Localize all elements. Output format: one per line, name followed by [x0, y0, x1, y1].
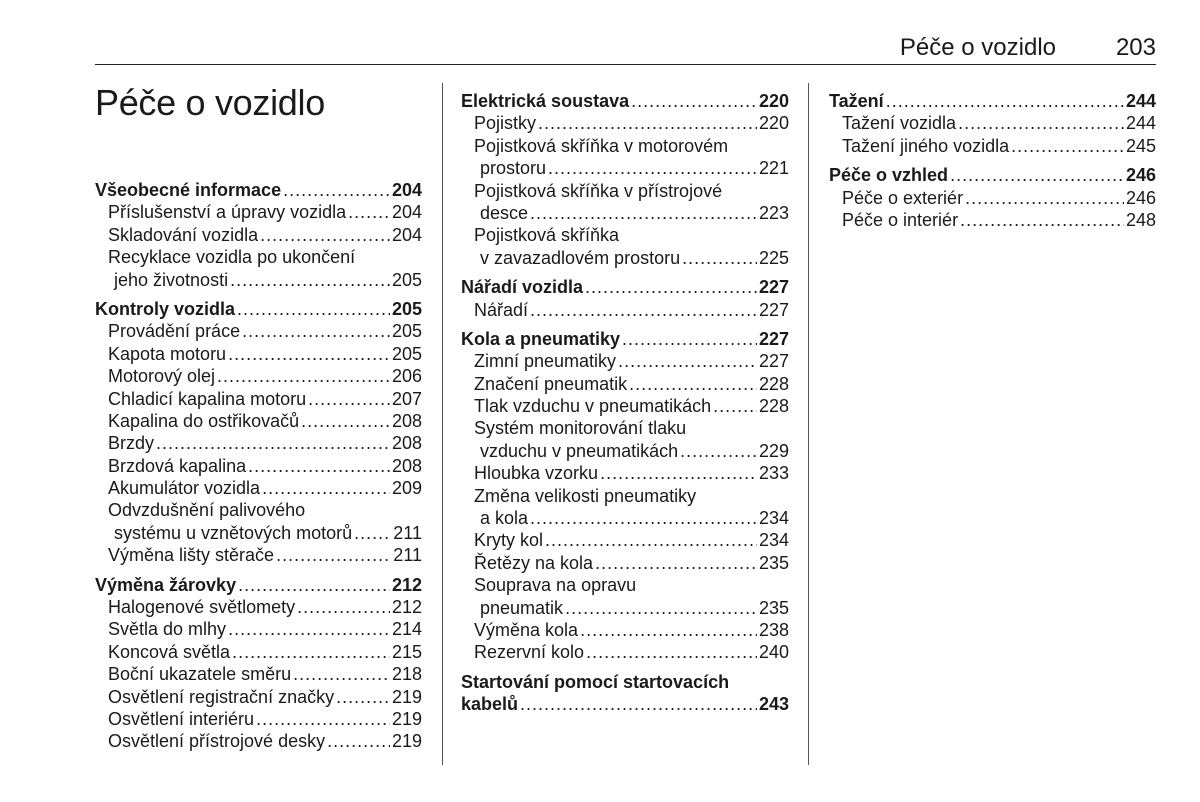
toc-entry-page: 219 [391, 686, 422, 707]
toc-dot-leader [237, 298, 390, 320]
toc-dot-leader [156, 432, 390, 454]
toc-section-entry [829, 90, 1156, 112]
toc-entry-page: 248 [1125, 209, 1156, 230]
toc-dot-leader [530, 507, 757, 529]
toc-entry-page: 208 [391, 433, 422, 454]
header-section-title: Péče o vozidlo [899, 34, 1056, 61]
toc-entry-page: 246 [1125, 187, 1156, 208]
toc-entry-title: Kontroly vozidla [95, 298, 236, 319]
toc-entry-title: Zimní pneumatiky [474, 351, 617, 372]
toc-dot-leader [336, 686, 390, 708]
toc-dot-leader [538, 112, 757, 134]
toc-section-entry [461, 328, 789, 350]
toc-dot-leader [580, 619, 757, 641]
toc-dot-leader [965, 187, 1124, 209]
toc-entry-title: Rezervní kolo [474, 642, 585, 663]
toc-entry-title: kabelů [461, 694, 519, 715]
toc-entry-title: Chladicí kapalina motoru [108, 388, 307, 409]
toc-entry-title: Souprava na opravu [474, 575, 637, 596]
toc-column-1 [95, 179, 422, 753]
toc-dot-leader [585, 276, 757, 298]
toc-entry [461, 417, 789, 439]
toc-entry-title: Osvětlení interiéru [108, 708, 255, 729]
toc-entry-page: 223 [758, 202, 789, 223]
toc-entry [829, 209, 1156, 231]
toc-entry [95, 269, 422, 291]
toc-entry-title: Tlak vzduchu v pneumatikách [474, 396, 712, 417]
toc-dot-leader [886, 90, 1124, 112]
toc-entry-title: Péče o interiér [842, 209, 959, 230]
toc-entry-page: 211 [393, 545, 422, 566]
toc-entry [461, 202, 789, 224]
toc-entry [95, 641, 422, 663]
toc-entry [95, 686, 422, 708]
toc-entry-page: 227 [758, 277, 789, 298]
toc-dot-leader [232, 641, 390, 663]
toc-entry-page: 207 [391, 388, 422, 409]
toc-section-entry [95, 179, 422, 201]
toc-entry-page: 234 [758, 530, 789, 551]
toc-dot-leader [238, 574, 390, 596]
toc-entry-page: 205 [391, 321, 422, 342]
toc-entry-title: Tažení vozidla [842, 113, 957, 134]
toc-entry [95, 320, 422, 342]
toc-entry [461, 299, 789, 321]
toc-dot-leader [618, 350, 757, 372]
toc-dot-leader [242, 320, 390, 342]
toc-entry-title: Péče o exteriér [842, 187, 964, 208]
toc-entry [95, 730, 422, 752]
toc-dot-leader [248, 455, 390, 477]
toc-dot-leader [283, 179, 390, 201]
toc-entry-title: Kapalina do ostřikovačů [108, 410, 300, 431]
toc-entry-page: 227 [758, 328, 789, 349]
toc-entry [95, 477, 422, 499]
toc-entry-title: Všeobecné informace [95, 180, 282, 200]
toc-entry-title: Značení pneumatik [474, 373, 628, 394]
toc-entry-title: Kryty kol [474, 530, 544, 551]
toc-entry-title: Osvětlení přístrojové desky [108, 731, 326, 752]
toc-dot-leader [297, 596, 390, 618]
toc-entry-title: Provádění práce [108, 321, 241, 342]
toc-entry-page: 204 [391, 180, 422, 200]
toc-entry [461, 224, 789, 246]
toc-entry-title: Systém monitorování tlaku [474, 418, 687, 439]
toc-entry [461, 112, 789, 134]
toc-entry-title: Hloubka vzorku [474, 463, 599, 484]
toc-entry [461, 135, 789, 157]
toc-entry-page: 233 [758, 463, 789, 484]
toc-entry-page: 206 [391, 366, 422, 387]
toc-entry [461, 529, 789, 551]
toc-entry-page: 204 [391, 224, 422, 245]
toc-entry [461, 597, 789, 619]
toc-dot-leader [600, 462, 757, 484]
toc-entry-page: 218 [391, 664, 422, 685]
toc-entry-page: 228 [758, 396, 789, 417]
toc-entry-title: a kola [480, 508, 529, 529]
toc-entry [461, 574, 789, 596]
toc-section-entry [461, 90, 789, 112]
toc-entry [461, 485, 789, 507]
toc-entry-title: Elektrická soustava [461, 91, 630, 111]
toc-dot-leader [631, 90, 757, 112]
toc-entry-page: 228 [758, 373, 789, 394]
toc-entry-page: 212 [391, 574, 422, 595]
toc-entry [95, 365, 422, 387]
toc-section-entry [95, 298, 422, 320]
toc-dot-leader [327, 730, 390, 752]
toc-entry [95, 432, 422, 454]
toc-entry [95, 596, 422, 618]
toc-entry-page: 244 [1125, 113, 1156, 134]
toc-entry [95, 522, 422, 544]
toc-dot-leader [680, 440, 757, 462]
toc-entry-page: 215 [391, 641, 422, 662]
toc-entry [461, 440, 789, 462]
toc-entry-page: 208 [391, 410, 422, 431]
toc-entry-page: 246 [1125, 165, 1156, 186]
toc-entry [461, 350, 789, 372]
toc-entry-title: Recyklace vozidla po ukončení [108, 247, 356, 268]
toc-entry-title: Halogenové světlomety [108, 597, 296, 618]
toc-entry-page: 243 [758, 694, 789, 715]
toc-entry-page: 244 [1125, 91, 1156, 111]
toc-entry-page: 219 [391, 708, 422, 729]
toc-entry-title: Motorový olej [108, 366, 216, 387]
toc-entry [461, 373, 789, 395]
toc-entry [461, 507, 789, 529]
toc-dot-leader [276, 544, 391, 566]
toc-entry-page: 227 [758, 299, 789, 320]
toc-entry-title: Skladování vozidla [108, 224, 259, 245]
toc-entry-title: Boční ukazatele směru [108, 664, 292, 685]
toc-dot-leader [548, 157, 757, 179]
toc-entry-page: 205 [391, 343, 422, 364]
toc-entry-title: Péče o vzhled [829, 165, 949, 186]
toc-dot-leader [228, 343, 390, 365]
toc-entry-title: Pojistková skříňka v motorovém [474, 135, 729, 156]
toc-entry-title: Změna velikosti pneumatiky [474, 485, 697, 506]
toc-entry-title: Pojistková skříňka v přístrojové [474, 180, 723, 201]
toc-entry-title: Pojistky [474, 113, 537, 134]
toc-entry [461, 247, 789, 269]
toc-dot-leader [713, 395, 757, 417]
toc-section-entry [461, 693, 789, 715]
toc-dot-leader [629, 373, 757, 395]
toc-dot-leader [262, 477, 390, 499]
toc-dot-leader [530, 202, 757, 224]
toc-section-entry [95, 574, 422, 596]
toc-entry-page: 245 [1125, 135, 1156, 156]
toc-dot-leader [354, 522, 391, 544]
toc-entry [461, 462, 789, 484]
header-page-number: 203 [1115, 34, 1156, 61]
toc-entry-title: Výměna žárovky [95, 574, 237, 595]
toc-entry [461, 641, 789, 663]
toc-entry-page: 225 [758, 247, 789, 268]
toc-entry-title: v zavazadlovém prostoru [480, 247, 681, 268]
column-divider [808, 83, 809, 765]
toc-entry [95, 343, 422, 365]
toc-entry [95, 499, 422, 521]
toc-entry [461, 619, 789, 641]
toc-entry-page: 208 [391, 455, 422, 476]
toc-entry-title: Nářadí [474, 299, 529, 320]
toc-entry-page: 214 [391, 619, 422, 640]
toc-dot-leader [1011, 135, 1124, 157]
toc-dot-leader [586, 641, 757, 663]
toc-column-2 [461, 90, 789, 716]
toc-entry [95, 224, 422, 246]
toc-entry [829, 135, 1156, 157]
toc-entry [95, 410, 422, 432]
toc-column-3 [829, 90, 1156, 231]
toc-entry-title: Brzdy [108, 433, 155, 454]
toc-dot-leader [256, 708, 390, 730]
toc-dot-leader [960, 209, 1124, 231]
toc-entry [461, 552, 789, 574]
toc-entry-page: 220 [758, 113, 789, 134]
toc-section-entry [461, 276, 789, 298]
chapter-title: Péče o vozidlo [95, 82, 325, 123]
toc-dot-leader [950, 164, 1124, 186]
toc-section-entry [461, 671, 789, 693]
toc-entry-page: 221 [758, 158, 789, 179]
toc-dot-leader [260, 224, 390, 246]
toc-entry-page: 205 [391, 269, 422, 290]
toc-entry [95, 663, 422, 685]
toc-entry [95, 708, 422, 730]
toc-entry-title: Akumulátor vozidla [108, 478, 261, 499]
toc-entry-page: 227 [758, 351, 789, 372]
toc-dot-leader [595, 552, 757, 574]
toc-dot-leader [565, 597, 757, 619]
toc-entry [95, 455, 422, 477]
page-header [95, 34, 1156, 65]
toc-entry-title: Světla do mlhy [108, 619, 227, 640]
toc-entry-title: Brzdová kapalina [108, 455, 247, 476]
toc-entry-title: Koncová světla [108, 641, 231, 662]
toc-entry-title: Odvzdušnění palivového [108, 500, 306, 521]
toc-entry-title: Tažení jiného vozidla [842, 135, 1010, 156]
toc-entry-title: Výměna lišty stěrače [108, 545, 275, 566]
toc-section-entry [829, 164, 1156, 186]
toc-entry-title: Příslušenství a úpravy vozidla [108, 202, 347, 223]
toc-entry-title: systému u vznětových motorů [114, 522, 353, 543]
toc-entry-page: 235 [758, 552, 789, 573]
toc-dot-leader [958, 112, 1124, 134]
toc-entry-title: Kola a pneumatiky [461, 328, 621, 349]
toc-entry [461, 157, 789, 179]
toc-dot-leader [520, 693, 757, 715]
toc-entry-page: 205 [391, 298, 422, 319]
toc-entry-title: Kapota motoru [108, 343, 227, 364]
toc-entry [461, 395, 789, 417]
toc-dot-leader [301, 410, 390, 432]
toc-entry-title: Pojistková skříňka [474, 225, 620, 246]
toc-dot-leader [230, 269, 390, 291]
toc-entry-title: Nářadí vozidla [461, 277, 584, 298]
toc-entry [829, 187, 1156, 209]
toc-entry-title: desce [480, 202, 529, 223]
toc-entry-title: Tažení [829, 91, 884, 111]
toc-entry-page: 238 [758, 619, 789, 640]
toc-dot-leader [545, 529, 757, 551]
toc-entry [829, 112, 1156, 134]
toc-entry-page: 220 [758, 91, 789, 111]
toc-entry-title: jeho životnosti [114, 269, 229, 290]
toc-entry-page: 209 [391, 478, 422, 499]
toc-dot-leader [293, 663, 390, 685]
toc-entry [461, 180, 789, 202]
toc-dot-leader [348, 201, 390, 223]
toc-dot-leader [622, 328, 757, 350]
toc-dot-leader [682, 247, 757, 269]
toc-dot-leader [228, 618, 390, 640]
toc-entry-page: 234 [758, 508, 789, 529]
toc-entry [95, 246, 422, 268]
toc-entry-title: vzduchu v pneumatikách [480, 440, 679, 461]
toc-entry [95, 201, 422, 223]
toc-entry-page: 212 [391, 597, 422, 618]
toc-entry-title: Osvětlení registrační značky [108, 686, 335, 707]
toc-entry-page: 219 [391, 731, 422, 752]
toc-entry-page: 229 [758, 440, 789, 461]
toc-entry-title: pneumatik [480, 597, 564, 618]
toc-entry [95, 544, 422, 566]
toc-entry-title: Výměna kola [474, 619, 579, 640]
toc-dot-leader [308, 388, 390, 410]
column-divider [442, 83, 443, 765]
toc-entry [95, 618, 422, 640]
toc-entry-page: 235 [758, 597, 789, 618]
toc-entry [95, 388, 422, 410]
toc-entry-page: 204 [391, 202, 422, 223]
toc-entry-title: Řetězy na kola [474, 552, 594, 573]
toc-entry-page: 211 [393, 522, 422, 543]
toc-dot-leader [217, 365, 390, 387]
toc-dot-leader [530, 299, 757, 321]
toc-entry-title: Startování pomocí startovacích [461, 671, 730, 692]
toc-entry-page: 240 [758, 642, 789, 663]
toc-entry-title: prostoru [480, 158, 547, 179]
